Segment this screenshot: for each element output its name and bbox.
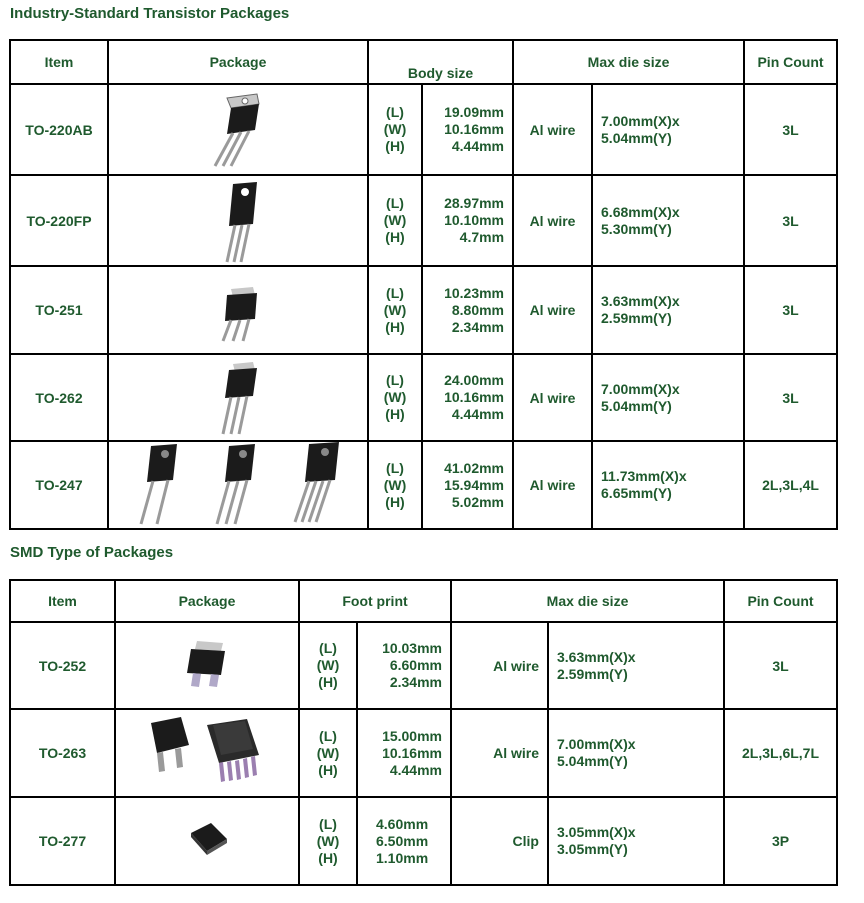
table-row xyxy=(10,441,837,529)
dim-label-l: (L) xyxy=(386,459,404,476)
dim-height: 2.34mm xyxy=(389,674,442,690)
die-size-x: 7.00mm(X)x xyxy=(601,380,680,397)
dim-height: 5.02mm xyxy=(451,493,505,510)
die-size-y: 5.04mm(Y) xyxy=(601,397,672,414)
die-bond-type: Al wire xyxy=(513,84,592,175)
die-size-y: 5.30mm(Y) xyxy=(601,220,672,237)
die-bond-type: Clip xyxy=(451,797,548,885)
die-bond-type: Al wire xyxy=(451,622,548,709)
dim-label-h: (H) xyxy=(385,318,405,335)
dim-label-l: (L) xyxy=(386,195,404,211)
table-row xyxy=(10,797,837,885)
dim-length: 15.00mm xyxy=(382,727,442,744)
table-row xyxy=(10,84,837,175)
item-name: TO-263 xyxy=(10,709,115,797)
header-package: Package xyxy=(108,40,368,84)
die-size-x: 3.63mm(X)x xyxy=(601,293,680,309)
table-row xyxy=(10,709,837,797)
die-size-x: 7.00mm(X)x xyxy=(601,112,680,129)
to252-package-icon xyxy=(167,631,247,701)
package-image-cell xyxy=(108,266,368,354)
dim-label-h: (H) xyxy=(318,849,338,866)
header-max-die-size: Max die size xyxy=(451,580,724,622)
package-image-cell xyxy=(115,797,299,885)
header-package: Package xyxy=(115,580,299,622)
die-size-y: 5.04mm(Y) xyxy=(557,753,628,769)
header-foot-print: Foot print xyxy=(299,580,451,622)
die-bond-type: Al wire xyxy=(513,441,592,529)
dim-width: 6.60mm xyxy=(389,657,442,673)
item-name: TO-247 xyxy=(10,441,108,529)
pin-count: 3L xyxy=(744,354,837,441)
dim-height: 2.34mm xyxy=(451,318,505,335)
header-max-die-size: Max die size xyxy=(513,40,744,84)
item-name: TO-277 xyxy=(10,797,115,885)
dim-label-l: (L) xyxy=(386,284,404,301)
pin-count: 2L,3L,6L,7L xyxy=(724,709,837,797)
to262-package-icon xyxy=(193,358,283,438)
dim-label-h: (H) xyxy=(385,493,405,510)
dim-width: 15.94mm xyxy=(444,476,505,493)
dim-label-h: (H) xyxy=(385,406,405,422)
die-size-x: 11.73mm(X)x xyxy=(601,468,687,484)
smd-table xyxy=(9,579,838,886)
die-bond-type: Al wire xyxy=(451,709,548,797)
dim-label-l: (L) xyxy=(386,104,404,120)
dim-label-w: (W) xyxy=(383,301,407,318)
die-size-x: 6.68mm(X)x xyxy=(601,203,680,220)
dim-label-l: (L) xyxy=(319,640,337,656)
dim-label-l: (L) xyxy=(319,815,337,832)
dim-label-w: (W) xyxy=(316,657,340,673)
dim-label-w: (W) xyxy=(316,832,340,849)
package-image-cell xyxy=(108,175,368,266)
pin-count: 3L xyxy=(724,622,837,709)
header-item: Item xyxy=(10,580,115,622)
item-name: TO-252 xyxy=(10,622,115,709)
dim-height: 4.44mm xyxy=(451,138,505,154)
item-name: TO-220FP xyxy=(10,175,108,266)
smd-header-row xyxy=(10,580,837,622)
dim-label-l: (L) xyxy=(386,372,404,388)
dim-length: 10.23mm xyxy=(444,284,505,301)
item-name: TO-220AB xyxy=(10,84,108,175)
table-row xyxy=(10,354,837,441)
die-size-y: 3.05mm(Y) xyxy=(557,841,628,857)
to263-package-icon xyxy=(137,715,277,791)
to247-package-icon xyxy=(113,442,363,528)
through-hole-header-row xyxy=(10,40,837,84)
die-bond-type: Al wire xyxy=(513,354,592,441)
die-size-x: 3.05mm(X)x xyxy=(557,824,636,840)
through-hole-table xyxy=(9,39,838,530)
die-size-y: 2.59mm(Y) xyxy=(601,310,672,326)
dim-width: 8.80mm xyxy=(451,301,505,318)
dim-label-h: (H) xyxy=(385,229,405,245)
header-pin-count: Pin Count xyxy=(744,40,837,84)
dim-label-h: (H) xyxy=(318,674,338,690)
pin-count: 3L xyxy=(744,175,837,266)
to277-package-icon xyxy=(167,811,247,871)
package-image-cell xyxy=(115,622,299,709)
die-bond-type: Al wire xyxy=(513,175,592,266)
dim-label-w: (W) xyxy=(383,389,407,405)
item-name: TO-262 xyxy=(10,354,108,441)
to251-package-icon xyxy=(193,275,283,345)
dim-length: 19.09mm xyxy=(444,104,505,120)
dim-width: 10.16mm xyxy=(444,389,505,405)
table-row xyxy=(10,266,837,354)
package-image-cell xyxy=(115,709,299,797)
dim-height: 4.44mm xyxy=(451,406,505,422)
dim-length: 28.97mm xyxy=(444,195,505,211)
dim-width: 10.16mm xyxy=(382,744,442,761)
to220ab-package-icon xyxy=(193,90,283,170)
through-hole-title: Industry-Standard Transistor Packages xyxy=(10,5,290,22)
die-size-y: 2.59mm(Y) xyxy=(557,665,628,682)
dim-height: 1.10mm xyxy=(376,849,429,866)
pin-count: 2L,3L,4L xyxy=(744,441,837,529)
dim-height: 4.7mm xyxy=(459,229,505,245)
header-item: Item xyxy=(10,40,108,84)
dim-width: 10.10mm xyxy=(444,212,505,228)
dim-label-w: (W) xyxy=(383,121,407,137)
dim-length: 10.03mm xyxy=(382,640,442,656)
dim-length: 41.02mm xyxy=(444,459,505,476)
die-size-y: 6.65mm(Y) xyxy=(601,485,672,501)
die-size-x: 7.00mm(X)x xyxy=(557,736,636,752)
dim-label-w: (W) xyxy=(316,744,340,761)
dim-width: 10.16mm xyxy=(444,121,505,137)
dim-label-w: (W) xyxy=(383,476,407,493)
dim-label-w: (W) xyxy=(383,212,407,228)
die-size-y: 5.04mm(Y) xyxy=(601,129,672,146)
dim-label-h: (H) xyxy=(318,761,338,778)
die-size-x: 3.63mm(X)x xyxy=(557,648,636,665)
package-image-cell xyxy=(108,84,368,175)
dim-width: 6.50mm xyxy=(376,832,429,849)
dim-length: 24.00mm xyxy=(444,372,505,388)
dim-label-h: (H) xyxy=(385,138,405,154)
dim-length: 4.60mm xyxy=(376,815,429,832)
header-pin-count: Pin Count xyxy=(724,580,837,622)
item-name: TO-251 xyxy=(10,266,108,354)
to220fp-package-icon xyxy=(193,178,283,264)
smd-title: SMD Type of Packages xyxy=(10,544,174,561)
dim-height: 4.44mm xyxy=(389,761,442,778)
table-row xyxy=(10,622,837,709)
header-body-size: Body size xyxy=(368,40,513,84)
pin-count: 3L xyxy=(744,84,837,175)
package-image-cell xyxy=(108,441,368,529)
package-image-cell xyxy=(108,354,368,441)
pin-count: 3L xyxy=(744,266,837,354)
dim-label-l: (L) xyxy=(319,727,337,744)
pin-count: 3P xyxy=(724,797,837,885)
die-bond-type: Al wire xyxy=(513,266,592,354)
table-row xyxy=(10,175,837,266)
